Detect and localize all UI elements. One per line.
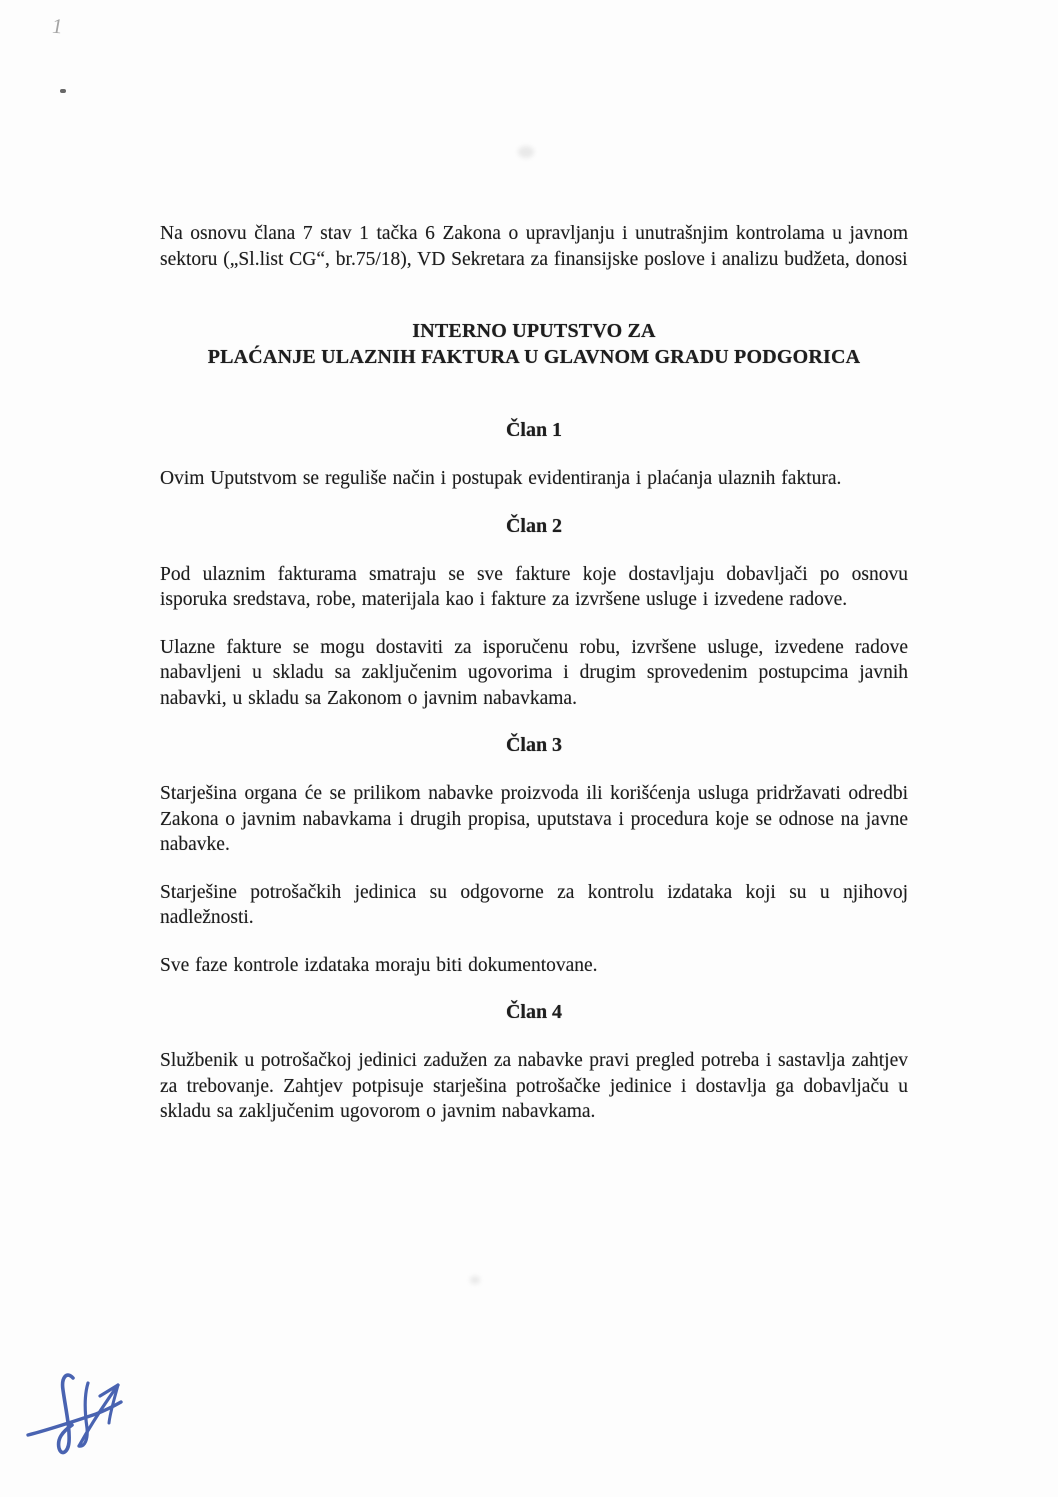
article-1-paragraph: Ovim Uputstvom se reguliše način i postupak evidentiranja i plaćanja ulaznih faktura. <box>160 468 842 489</box>
scan-smudge <box>518 146 534 158</box>
document-title-line-1: INTERNO UPUTSTVO ZA <box>412 320 656 342</box>
scan-artifact-dot <box>60 89 66 93</box>
article-2-heading: Član 2 <box>505 514 563 537</box>
article-3-heading: Član 3 <box>505 734 563 756</box>
article-1-heading: Član 1 <box>505 419 563 441</box>
article-3-paragraph: Sve faze kontrole izdataka moraju biti dokumentovane. <box>160 954 598 976</box>
document-title <box>160 318 908 370</box>
scan-smudge <box>470 1276 480 1284</box>
article-3-paragraph: Starješine potrošačkih jedinica su odgovorne za kontrolu izdataka koji su u njihovoj nadležnosti. <box>160 881 908 928</box>
handwritten-signature <box>24 1356 150 1466</box>
article-4-heading: Član 4 <box>505 1001 563 1023</box>
scan-artifact-page-mark: 1 <box>50 13 65 39</box>
document-title-line-2: PLAĆANJE ULAZNIH FAKTURA U GLAVNOM GRADU PODGORICA <box>207 346 861 368</box>
article-4-paragraph: Službenik u potrošačkoj jedinici zadužen za nabavke pravi pregled potreba i sastavlja zahtjev za trebovanje. Zahtjev potpisuje starješina potrošačke jedinice i dostavlja ga dobavljaču u skladu sa zaključenim ugovorom o javnim nabavkama. <box>160 1050 908 1122</box>
article-3-paragraph: Starješina organa će se prilikom nabavke proizvoda ili korišćenja usluga pridržavati odredbi Zakona o javnim nabavkama i drugih propisa, uputstava i procedura koje se odnose na javne nabavke. <box>160 783 908 855</box>
article-2-paragraph: Pod ulaznim fakturama smatraju se sve fakture koje dostavljaju dobavljači po osnovu isporuka sredstava, robe, materijala kao i fakture za izvršene usluge i izvedene radove. <box>160 563 908 610</box>
document-body <box>160 221 908 1147</box>
article-2-paragraph: Ulazne fakture se mogu dostaviti za isporučenu robu, izvršene usluge, izvedene radove nabavljeni u skladu sa zaključenim ugovorima i drugim sprovedenim postupcima javnih nabavki, u skladu sa Zakonom o javnim nabavkama. <box>160 636 908 709</box>
preamble-paragraph: Na osnovu člana 7 stav 1 tačka 6 Zakona o upravljanju i unutrašnjim kontrolama u javnom sektoru („Sl.list CG“, br.75/18), VD Sekretara za finansijske poslove i analizu budžeta, donosi <box>160 223 908 270</box>
